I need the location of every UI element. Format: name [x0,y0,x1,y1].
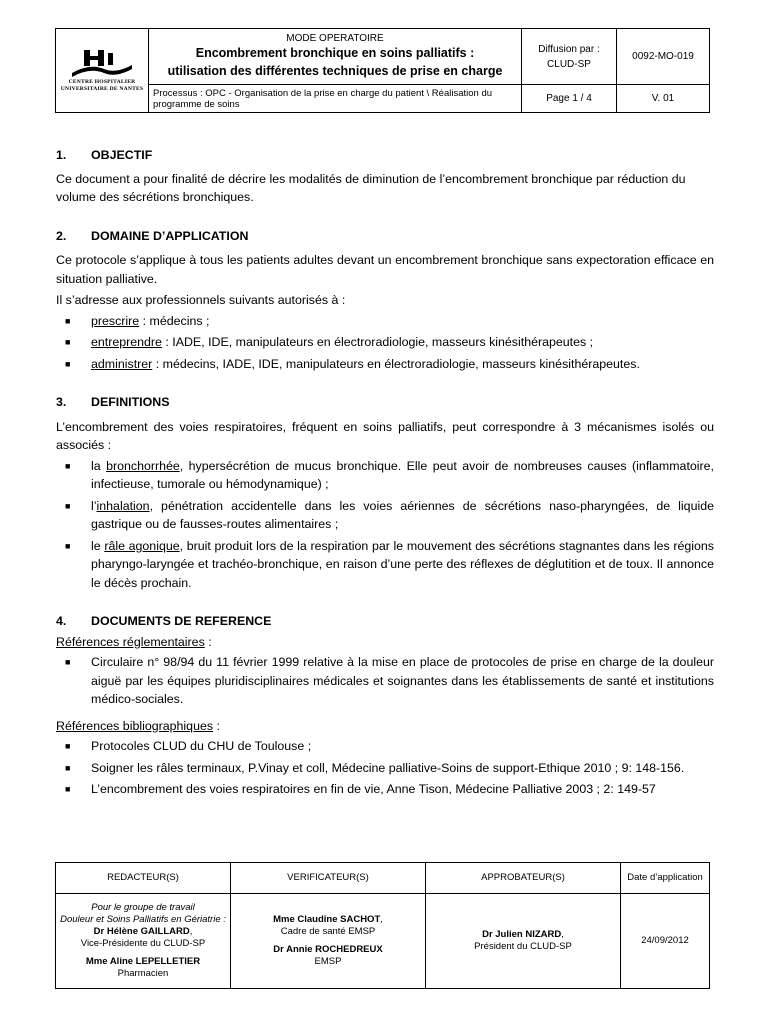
column-header-date: Date d’application [621,863,710,894]
document-title-line-2: utilisation des différentes techniques de prise en charge [167,64,503,78]
section-heading-objectif: 1. OBJECTIF [56,148,153,162]
section-heading-domaine: 2. DOMAINE D’APPLICATION [56,228,249,243]
list-item: ■ L’encombrement des voies respiratoires en fin de vie, Anne Tison, Médecine Palliative 2003 ; 2: 149-57 [65,782,656,796]
references-reglementaires-label: Références réglementaires : [56,634,212,649]
section-text-objectif: Ce document a pour finalité de décrire les modalités de diminution de l’encombrement bronchique par réduction du volume des sécrétions bronchiques. [56,171,686,204]
logo-text-line-1: CENTRE HOSPITALIER [68,79,136,85]
list-item: ■ entreprendre : IADE, IDE, manipulateurs en électroradiologie, masseurs kinésithérapeutes ; [65,335,594,349]
list-domaine [56,312,714,374]
logo-cell [56,29,149,113]
section-heading-definitions: 3. DEFINITIONS [56,395,170,409]
list-item: ■ le râle agonique, bruit produit lors de la respiration par le mouvement des sécrétions stagnantes dans les régions pharyngo-laryngée et trachéo-bronchique, en raison d’une perte des réflexes de déglutition et de toux. Il annonce le décès prochain. [65,538,714,590]
list-definitions [56,457,714,593]
section-text-domaine-2: Il s’adresse aux professionnels suivants autorisés à : [56,293,346,307]
verificateur-cell: Mme Claudine SACHOT, Cadre de santé EMSP Dr Annie ROCHEDREUX EMSP [231,894,426,989]
document-title-line-1: Encombrement bronchique en soins palliatifs : [195,46,475,60]
diffusion-value: CLUD-SP [547,58,591,70]
list-item: ■ l’inhalation, pénétration accidentelle dans les voies aériennes de sécrétions naso-pharyngées, de liquide gastrique ou de fausses-routes alimentaires ; [65,498,714,531]
list-item: ■ Protocoles CLUD du CHU de Toulouse ; [65,739,312,753]
date-application: 24/09/2012 [621,894,710,989]
section-heading-references: 4. DOCUMENTS DE REFERENCE [56,614,272,628]
references-bibliographiques-label: Références bibliographiques : [56,718,220,733]
list-references-reglementaires [56,653,714,709]
process-label: Processus : OPC - Organisation de la prise en charge du patient \ Réalisation du programme de soins [149,85,522,113]
approbateur-cell: Dr Julien NIZARD, Président du CLUD-SP [426,894,621,989]
list-item: ■ la bronchorrhée, hypersécrétion de mucus bronchique. Elle peut avoir de nombreuses causes (inflammatoire, infectieuse, tumorale ou hémodynamique) ; [65,458,714,491]
list-item: ■ Soigner les râles terminaux, P.Vinay et coll, Médecine palliative-Soins de support-Ethique 2010 ; 9: 148-156. [65,760,685,775]
column-header-approbateur: APPROBATEUR(S) [426,863,621,894]
section-text-domaine-1: Ce protocole s’applique à tous les patients adultes devant un encombrement bronchique sans expectoration efficace en situation palliative. [56,253,714,286]
chu-nantes-logo-icon [70,49,134,79]
document-body [56,146,714,799]
diffusion-cell [522,29,617,85]
list-references-bibliographiques [56,737,714,799]
section-text-definitions: L’encombrement des voies respiratoires, fréquent en soins palliatifs, peut correspondre à 3 mécanismes isolés ou associés : [56,419,714,452]
diffusion-label: Diffusion par : [538,43,600,55]
list-item: ■ administrer : médecins, IADE, IDE, manipulateurs en électroradiologie, masseurs kinésithérapeutes. [65,356,640,371]
page-number: Page 1 / 4 [522,85,617,113]
redacteur-cell: Pour le groupe de travail Douleur et Soins Palliatifs en Gériatrie : Dr Hélène GAILLARD, Vice-Présidente du CLUD-SP Mme Aline LEPELLETIER Pharmacien [56,894,231,989]
document-header [55,28,710,113]
column-header-verificateur: VERIFICATEUR(S) [231,863,426,894]
approval-table [55,862,710,989]
document-code: 0092-MO-019 [617,29,710,85]
document-type: MODE OPERATOIRE [286,33,384,44]
column-header-redacteur: REDACTEUR(S) [56,863,231,894]
list-item: ■ Circulaire n° 98/94 du 11 février 1999 relative à la mise en place de protocoles de prise en charge de la douleur aiguë par les équipes pluridisciplinaires médicales et soignantes dans les établissements de santé et institutions médico-sociales. [65,655,714,706]
logo-text-line-2: UNIVERSITAIRE DE NANTES [60,85,144,92]
title-cell [149,29,522,85]
list-item: ■ prescrire : médecins ; [65,313,210,328]
version-number: V. 01 [617,85,710,113]
